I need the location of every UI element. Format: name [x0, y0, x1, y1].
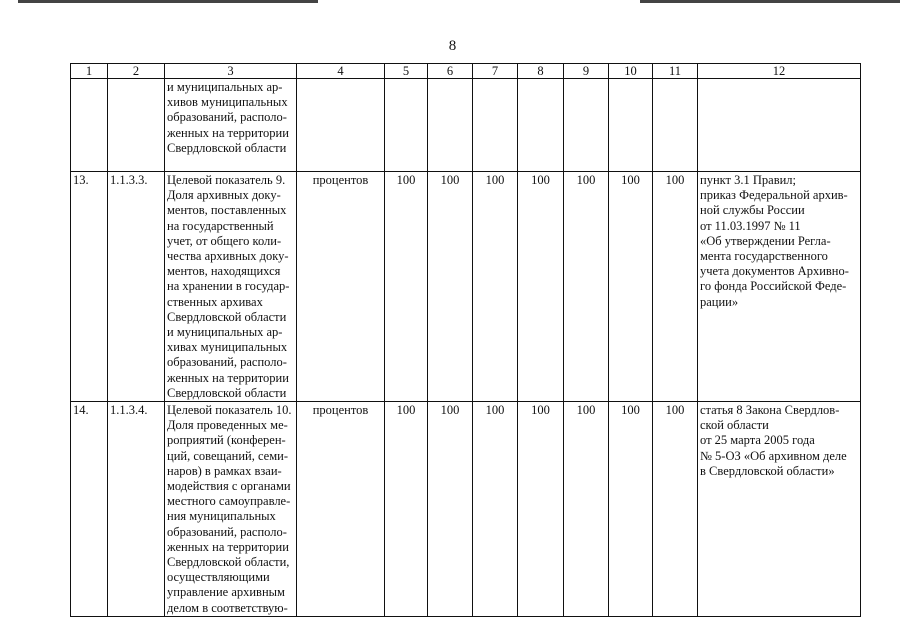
row-number [71, 79, 108, 172]
row-number: 14. [71, 402, 108, 617]
row-value: 100 [518, 172, 564, 402]
row-value [518, 79, 564, 172]
row-description: Целевой показатель 9. Доля архивных доку- ментов, поставленных на государственный учет, от общего коли- чества архивных доку- ментов, находящихся на хранении в государ- ственных архивах Свердловской области и муниципальных ар- хивах муниципальных образований, располо- женных на территории Свердловской области [165, 172, 297, 402]
row-description: Целевой показатель 10. Доля проведенных ме- роприятий (конферен- ций, совещаний, семи- наров) в рамках взаи- модействия с органами местного самоуправле- ния муниципальных образований, располо- женных на территории Свердловской области, осуществляющими управление архивным делом в соответствую- [165, 402, 297, 617]
row-number: 13. [71, 172, 108, 402]
row-value: 100 [609, 402, 653, 617]
indicators-table [70, 63, 861, 617]
header-cell: 4 [297, 64, 385, 79]
row-value: 100 [609, 172, 653, 402]
header-cell: 11 [653, 64, 698, 79]
row-code: 1.1.3.4. [108, 402, 165, 617]
row-value: 100 [564, 402, 609, 617]
row-unit: процентов [297, 402, 385, 617]
scan-edge-line-left [18, 0, 318, 3]
row-unit [297, 79, 385, 172]
row-legal-basis [698, 79, 861, 172]
header-cell: 5 [385, 64, 428, 79]
table-row [71, 79, 861, 172]
row-value [609, 79, 653, 172]
row-value: 100 [518, 402, 564, 617]
row-value: 100 [428, 402, 473, 617]
column-number-row [71, 64, 861, 79]
header-cell: 2 [108, 64, 165, 79]
row-code [108, 79, 165, 172]
row-legal-basis: статья 8 Закона Свердлов- ской области от 25 марта 2005 года № 5-ОЗ «Об архивном деле в Свердловской области» [698, 402, 861, 617]
table-row [71, 402, 861, 617]
row-value: 100 [473, 172, 518, 402]
header-cell: 3 [165, 64, 297, 79]
row-value: 100 [653, 172, 698, 402]
row-value [564, 79, 609, 172]
row-code: 1.1.3.3. [108, 172, 165, 402]
row-value: 100 [473, 402, 518, 617]
row-value [473, 79, 518, 172]
row-value: 100 [385, 402, 428, 617]
header-cell: 9 [564, 64, 609, 79]
page-number: 8 [448, 38, 457, 54]
row-value: 100 [385, 172, 428, 402]
header-cell: 1 [71, 64, 108, 79]
row-value: 100 [428, 172, 473, 402]
row-value: 100 [564, 172, 609, 402]
row-value [385, 79, 428, 172]
row-value [428, 79, 473, 172]
scan-edge-line-right [640, 0, 900, 3]
header-cell: 6 [428, 64, 473, 79]
row-legal-basis: пункт 3.1 Правил; приказ Федеральной архив- ной службы России от 11.03.1997 № 11 «Об утверждении Регла- мента государственного учета документов Архивно- го фонда Российской Феде- рации» [698, 172, 861, 402]
row-value: 100 [653, 402, 698, 617]
row-unit: процентов [297, 172, 385, 402]
row-description: и муниципальных ар- хивов муниципальных образований, располо- женных на территории Свердловской области [165, 79, 297, 172]
header-cell: 7 [473, 64, 518, 79]
header-cell: 12 [698, 64, 861, 79]
row-value [653, 79, 698, 172]
header-cell: 8 [518, 64, 564, 79]
table-row [71, 172, 861, 402]
header-cell: 10 [609, 64, 653, 79]
